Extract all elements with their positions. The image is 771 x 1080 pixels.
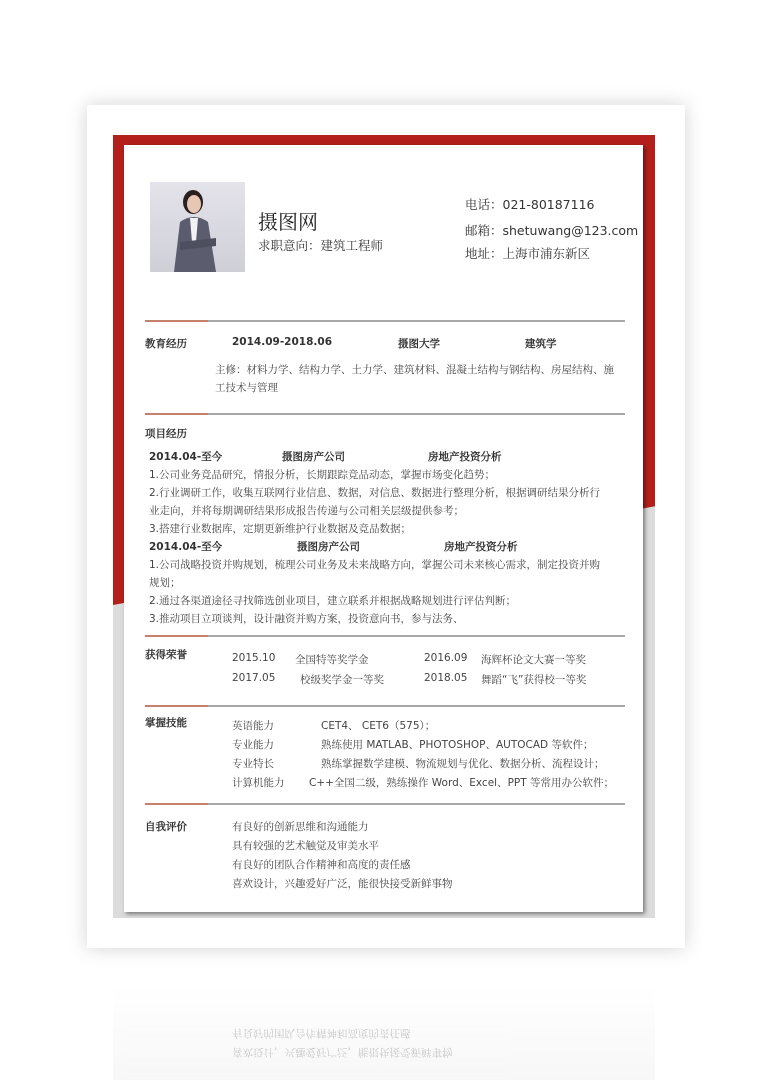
projects-label: 项目经历 xyxy=(145,428,187,440)
education-date: 2014.09-2018.06 xyxy=(232,336,333,348)
self-eval-line: 喜欢设计，兴趣爱好广泛，能很快接受新鲜事物 xyxy=(232,878,453,890)
section-divider xyxy=(145,705,625,707)
email: 邮箱：shetuwang@123.com xyxy=(465,223,639,238)
candidate-name: 摄图网 xyxy=(258,210,318,234)
honor-title: 舞蹈“飞”获得校一等奖 xyxy=(481,674,587,686)
project-role: 房地产投资分析 xyxy=(444,541,518,553)
education-school: 摄图大学 xyxy=(398,338,440,350)
honor-title: 海辉杯论文大赛一等奖 xyxy=(481,654,586,666)
skill-value: C++全国二级，熟练操作 Word、Excel、PPT 等常用办公软件； xyxy=(309,777,614,789)
honor-date: 2015.10 xyxy=(232,652,276,664)
project-detail: 3.推动项目立项谈判，设计融资并购方案，投资意向书，参与法务、 xyxy=(149,613,464,625)
profile-photo xyxy=(150,182,245,272)
skill-name: 英语能力 xyxy=(232,720,274,732)
address: 地址：上海市浦东新区 xyxy=(465,246,591,261)
education-major: 建筑学 xyxy=(525,338,557,350)
skill-value: 熟练掌握数学建模、物流规划与优化、数据分析、流程设计； xyxy=(321,758,605,770)
project-detail: 2.行业调研工作，收集互联网行业信息、数据，对信息、数据进行整理分析，根据调研结果分析行 xyxy=(149,487,601,499)
self-eval-line: 有良好的团队合作精神和高度的责任感 xyxy=(232,859,411,871)
self-eval-label: 自我评价 xyxy=(145,821,187,833)
honor-date: 2017.05 xyxy=(232,672,276,684)
job-intent: 求职意向：建筑工程师 xyxy=(258,238,384,253)
skill-value: CET4、 CET6（575）； xyxy=(321,720,436,732)
education-courses: 工技术与管理 xyxy=(215,382,278,394)
reflection-line: 喜欢设计，兴趣爱好广泛，能很快接受新鲜事物 xyxy=(232,1046,453,1058)
project-role: 房地产投资分析 xyxy=(428,451,502,463)
section-divider xyxy=(145,320,625,322)
reflection-line: 有良好的团队合作精神和高度的责任感 xyxy=(232,1027,411,1039)
section-divider xyxy=(145,803,625,805)
section-divider xyxy=(145,413,625,415)
skills-label: 掌握技能 xyxy=(145,717,187,729)
phone: 电话：021-80187116 xyxy=(465,197,595,212)
honors-label: 获得荣誉 xyxy=(145,649,187,661)
honor-title: 校级奖学金一等奖 xyxy=(300,674,384,686)
project-company: 摄图房产公司 xyxy=(297,541,360,553)
skill-value: 熟练使用 MATLAB、PHOTOSHOP、AUTOCAD 等软件； xyxy=(321,739,594,751)
project-detail: 业走向，并将每期调研结果形成报告传递与公司相关层级提供参考； xyxy=(149,505,464,517)
project-date: 2014.04-至今 xyxy=(149,541,223,553)
project-detail: 1.公司战略投资并购规划，梳理公司业务及未来战略方向，掌握公司未来核心需求，制定投资并购 xyxy=(149,559,601,571)
skill-name: 专业能力 xyxy=(232,739,274,751)
education-courses: 主修：材料力学、结构力学、土力学、建筑材料、混凝土结构与钢结构、房屋结构、施 xyxy=(215,364,614,376)
project-detail: 规划； xyxy=(149,577,181,589)
honor-date: 2016.09 xyxy=(424,652,468,664)
education-label: 教育经历 xyxy=(145,338,187,350)
project-detail: 3.搭建行业数据库，定期更新维护行业数据及竞品数据； xyxy=(149,523,412,535)
project-detail: 1.公司业务竞品研究，情报分析，长期跟踪竞品动态，掌握市场变化趋势； xyxy=(149,469,496,481)
project-date: 2014.04-至今 xyxy=(149,451,223,463)
project-detail: 2.通过各渠道途径寻找筛选创业项目，建立联系并根据战略规划进行评估判断； xyxy=(149,595,517,607)
self-eval-line: 具有较强的艺术触觉及审美水平 xyxy=(232,840,379,852)
reflection xyxy=(113,985,655,1080)
section-divider xyxy=(145,635,625,637)
honor-title: 全国特等奖学金 xyxy=(295,654,369,666)
honor-date: 2018.05 xyxy=(424,672,468,684)
skill-name: 专业特长 xyxy=(232,758,274,770)
self-eval-line: 有良好的创新思维和沟通能力 xyxy=(232,821,369,833)
skill-name: 计算机能力 xyxy=(232,777,285,789)
project-company: 摄图房产公司 xyxy=(282,451,345,463)
